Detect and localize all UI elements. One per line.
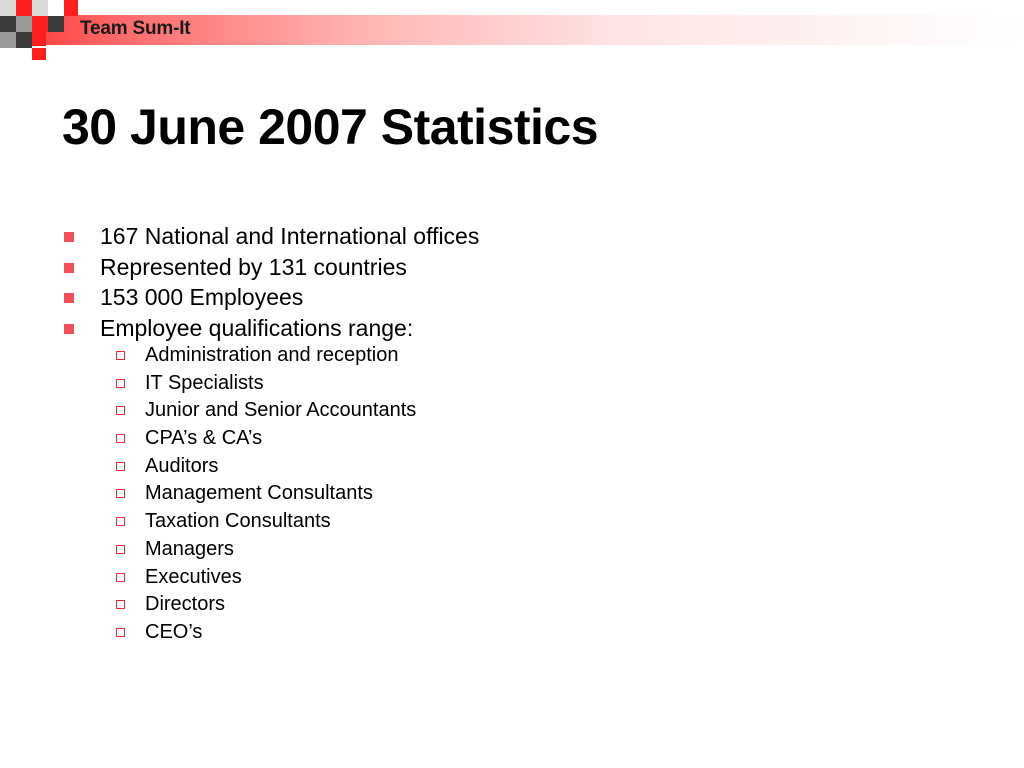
bullet-item xyxy=(62,251,962,282)
square-bullet-icon xyxy=(64,293,74,303)
square-bullet-icon xyxy=(64,324,74,334)
hollow-square-bullet-icon xyxy=(116,517,125,526)
brand-name: Team Sum-It xyxy=(80,18,191,39)
sub-bullet-text: Auditors xyxy=(145,454,219,477)
sub-bullet-text: CEO’s xyxy=(145,620,203,643)
sub-bullet-text: Junior and Senior Accountants xyxy=(145,399,417,422)
bullet-item xyxy=(62,312,962,343)
sub-bullet-item xyxy=(62,536,962,564)
sub-bullet-item xyxy=(62,508,962,536)
hollow-square-bullet-icon xyxy=(116,545,125,554)
sub-bullet-item xyxy=(62,453,962,481)
hollow-square-bullet-icon xyxy=(116,573,125,582)
sub-bullet-text: Executives xyxy=(145,565,242,588)
bullet-text: Employee qualifications range: xyxy=(100,314,414,341)
sub-bullet-text: CPA’s & CA’s xyxy=(145,427,263,450)
hollow-square-bullet-icon xyxy=(116,379,125,388)
sub-bullet-text: Administration and reception xyxy=(145,344,399,366)
square-bullet-icon xyxy=(64,263,74,273)
sub-bullet-item xyxy=(62,425,962,453)
sub-bullet-text: IT Specialists xyxy=(145,371,264,394)
hollow-square-bullet-icon xyxy=(116,434,125,443)
sub-bullet-item xyxy=(62,342,962,370)
sub-bullet-item xyxy=(62,397,962,425)
hollow-square-bullet-icon xyxy=(116,406,125,415)
hollow-square-bullet-icon xyxy=(116,628,125,637)
bullet-item xyxy=(62,281,962,312)
bullet-item xyxy=(62,220,962,251)
sub-bullet-text: Directors xyxy=(145,593,226,616)
bullet-text: 167 National and International offices xyxy=(100,223,480,249)
square-bullet-icon xyxy=(64,232,74,242)
sub-bullet-list xyxy=(62,342,962,647)
hollow-square-bullet-icon xyxy=(116,600,125,609)
sub-bullet-item xyxy=(62,564,962,592)
hollow-square-bullet-icon xyxy=(116,351,125,360)
sub-bullet-text: Taxation Consultants xyxy=(145,510,331,533)
bullet-text: Represented by 131 countries xyxy=(100,253,407,280)
slide-title: 30 June 2007 Statistics xyxy=(62,99,599,155)
bullet-text: 153 000 Employees xyxy=(100,284,304,310)
checker-logo-icon xyxy=(0,0,80,64)
hollow-square-bullet-icon xyxy=(116,489,125,498)
sub-bullet-item xyxy=(62,591,962,619)
hollow-square-bullet-icon xyxy=(116,462,125,471)
sub-bullet-item xyxy=(62,370,962,398)
slide-body xyxy=(62,220,962,647)
sub-bullet-text: Management Consultants xyxy=(145,482,373,505)
sub-bullet-item xyxy=(62,480,962,508)
sub-bullet-item xyxy=(62,619,962,647)
sub-bullet-text: Managers xyxy=(145,537,234,560)
